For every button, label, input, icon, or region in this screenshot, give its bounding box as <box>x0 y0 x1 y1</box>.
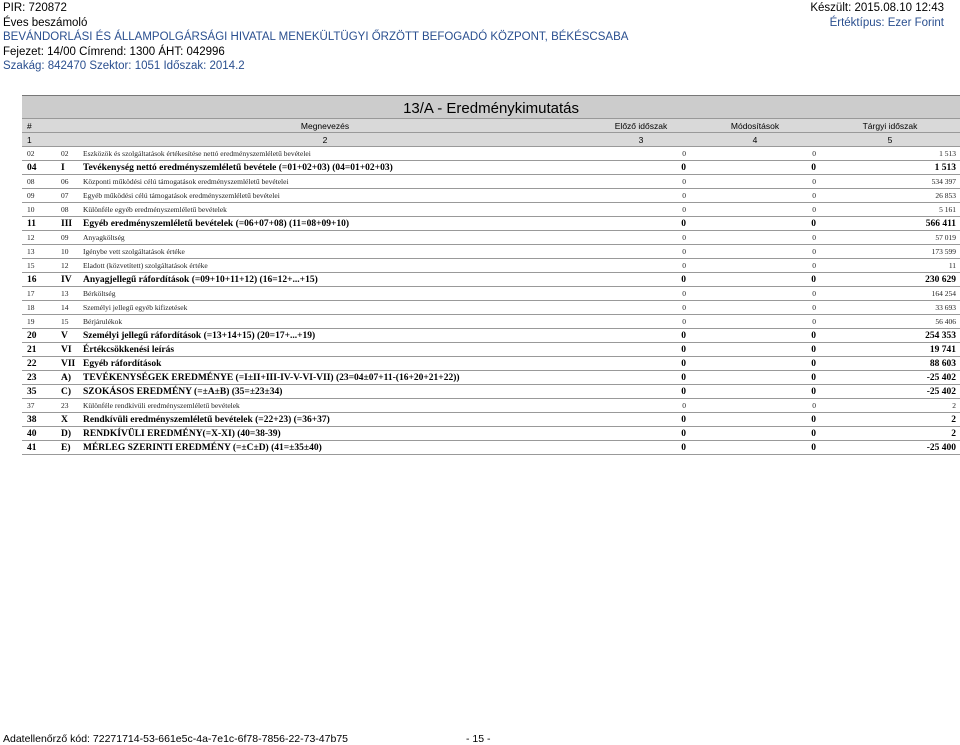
row-modification-value: 0 <box>690 357 820 371</box>
row-modification-value: 0 <box>690 203 820 217</box>
table-row <box>22 357 960 371</box>
row-previous-value: 0 <box>592 357 690 371</box>
row-modification-value: 0 <box>690 315 820 329</box>
row-previous-value: 0 <box>592 189 690 203</box>
row-number: 18 <box>22 301 58 315</box>
row-number: 37 <box>22 399 58 413</box>
row-current-value: 56 406 <box>820 315 960 329</box>
table-row <box>22 385 960 399</box>
table-row <box>22 217 960 231</box>
income-statement-table <box>22 95 960 455</box>
table-row <box>22 399 960 413</box>
col-header-name: Megnevezés <box>58 119 592 133</box>
row-previous-value: 0 <box>592 287 690 301</box>
report-header-left <box>3 1 628 74</box>
row-modification-value: 0 <box>690 147 820 161</box>
table-body <box>22 147 960 455</box>
column-header-row <box>22 119 960 133</box>
row-name: Rendkívüli eredményszemléletű bevételek (=22+23) (=36+37) <box>80 413 592 427</box>
row-current-value: 57 019 <box>820 231 960 245</box>
table-title: 13/A - Eredménykimutatás <box>22 96 960 119</box>
row-current-value: 88 603 <box>820 357 960 371</box>
row-current-value: 566 411 <box>820 217 960 231</box>
row-name: Központi működési célú támogatások eredményszemléletű bevételei <box>80 175 592 189</box>
row-previous-value: 0 <box>592 301 690 315</box>
row-code: 12 <box>58 259 80 273</box>
row-number: 12 <box>22 231 58 245</box>
row-modification-value: 0 <box>690 371 820 385</box>
row-number: 41 <box>22 441 58 455</box>
row-name: MÉRLEG SZERINTI EREDMÉNY (=±C±D) (41=±35±40) <box>80 441 592 455</box>
table-row <box>22 259 960 273</box>
row-current-value: -25 400 <box>820 441 960 455</box>
row-previous-value: 0 <box>592 175 690 189</box>
col-number-3: 3 <box>592 133 690 147</box>
row-previous-value: 0 <box>592 245 690 259</box>
row-previous-value: 0 <box>592 413 690 427</box>
row-code: 10 <box>58 245 80 259</box>
table-row <box>22 427 960 441</box>
row-modification-value: 0 <box>690 427 820 441</box>
row-previous-value: 0 <box>592 231 690 245</box>
col-number-1: 1 <box>22 133 58 147</box>
row-code: C) <box>58 385 80 399</box>
row-current-value: -25 402 <box>820 371 960 385</box>
row-code: E) <box>58 441 80 455</box>
row-current-value: 1 513 <box>820 161 960 175</box>
row-name: Különféle rendkívüli eredményszemléletű bevételek <box>80 399 592 413</box>
row-code: V <box>58 329 80 343</box>
row-modification-value: 0 <box>690 329 820 343</box>
col-number-5: 5 <box>820 133 960 147</box>
row-number: 10 <box>22 203 58 217</box>
row-current-value: 2 <box>820 427 960 441</box>
row-number: 04 <box>22 161 58 175</box>
row-code: III <box>58 217 80 231</box>
table-row <box>22 441 960 455</box>
row-current-value: 173 599 <box>820 245 960 259</box>
row-code: 07 <box>58 189 80 203</box>
table-row <box>22 329 960 343</box>
row-modification-value: 0 <box>690 231 820 245</box>
row-previous-value: 0 <box>592 273 690 287</box>
row-name: Különféle egyéb eredményszemléletű bevételek <box>80 203 592 217</box>
row-code: 09 <box>58 231 80 245</box>
table-row <box>22 301 960 315</box>
row-name: Tevékenység nettó eredményszemléletű bevétele (=01+02+03) (04=01+02+03) <box>80 161 592 175</box>
row-code: 23 <box>58 399 80 413</box>
row-name: RENDKÍVÜLI EREDMÉNY(=X-XI) (40=38-39) <box>80 427 592 441</box>
row-number: 13 <box>22 245 58 259</box>
row-name: Igénybe vett szolgáltatások értéke <box>80 245 592 259</box>
report-type: Éves beszámoló <box>3 16 88 29</box>
row-modification-value: 0 <box>690 413 820 427</box>
value-type: Értéktípus: Ezer Forint <box>829 16 944 29</box>
row-current-value: 1 513 <box>820 147 960 161</box>
row-name: Eladott (közvetített) szolgáltatások értéke <box>80 259 592 273</box>
row-previous-value: 0 <box>592 427 690 441</box>
row-code: VII <box>58 357 80 371</box>
row-previous-value: 0 <box>592 385 690 399</box>
row-current-value: 5 161 <box>820 203 960 217</box>
row-modification-value: 0 <box>690 385 820 399</box>
row-name: Személyi jellegű ráfordítások (=13+14+15) (20=17+...+19) <box>80 329 592 343</box>
row-modification-value: 0 <box>690 273 820 287</box>
row-name: Bérjárulékok <box>80 315 592 329</box>
row-code: 08 <box>58 203 80 217</box>
table-row <box>22 231 960 245</box>
col-number-2: 2 <box>58 133 592 147</box>
row-code: 14 <box>58 301 80 315</box>
row-code: IV <box>58 273 80 287</box>
row-name: SZOKÁSOS EREDMÉNY (=±A±B) (35=±23±34) <box>80 385 592 399</box>
row-modification-value: 0 <box>690 161 820 175</box>
table-row <box>22 175 960 189</box>
row-number: 19 <box>22 315 58 329</box>
row-code: 06 <box>58 175 80 189</box>
row-modification-value: 0 <box>690 259 820 273</box>
row-number: 08 <box>22 175 58 189</box>
row-previous-value: 0 <box>592 203 690 217</box>
row-number: 09 <box>22 189 58 203</box>
row-modification-value: 0 <box>690 343 820 357</box>
row-name: Bérköltség <box>80 287 592 301</box>
row-name: Eszközök és szolgáltatások értékesítése nettó eredményszemléletű bevételei <box>80 147 592 161</box>
row-name: Egyéb működési célú támogatások eredményszemléletű bevételei <box>80 189 592 203</box>
row-previous-value: 0 <box>592 315 690 329</box>
row-previous-value: 0 <box>592 147 690 161</box>
row-number: 02 <box>22 147 58 161</box>
col-header-modifications: Módosítások <box>690 119 820 133</box>
column-number-row <box>22 133 960 147</box>
row-previous-value: 0 <box>592 259 690 273</box>
row-number: 21 <box>22 343 58 357</box>
row-modification-value: 0 <box>690 441 820 455</box>
row-modification-value: 0 <box>690 287 820 301</box>
col-header-current: Tárgyi időszak <box>820 119 960 133</box>
table-row <box>22 413 960 427</box>
row-previous-value: 0 <box>592 371 690 385</box>
row-previous-value: 0 <box>592 217 690 231</box>
row-current-value: 254 353 <box>820 329 960 343</box>
row-code: 13 <box>58 287 80 301</box>
sector-info: Szakág: 842470 Szektor: 1051 Időszak: 2014.2 <box>3 60 245 72</box>
row-number: 38 <box>22 413 58 427</box>
page-number: - 15 - <box>466 733 491 745</box>
row-current-value: 11 <box>820 259 960 273</box>
row-modification-value: 0 <box>690 399 820 413</box>
table-row <box>22 147 960 161</box>
row-previous-value: 0 <box>592 161 690 175</box>
row-current-value: 164 254 <box>820 287 960 301</box>
row-number: 35 <box>22 385 58 399</box>
col-header-number: # <box>22 119 58 133</box>
table-row <box>22 371 960 385</box>
row-previous-value: 0 <box>592 441 690 455</box>
row-current-value: 33 693 <box>820 301 960 315</box>
row-name: Anyagjellegű ráfordítások (=09+10+11+12) (16=12+...+15) <box>80 273 592 287</box>
row-modification-value: 0 <box>690 189 820 203</box>
table-row <box>22 273 960 287</box>
row-current-value: 2 <box>820 399 960 413</box>
row-current-value: 19 741 <box>820 343 960 357</box>
row-code: X <box>58 413 80 427</box>
row-previous-value: 0 <box>592 399 690 413</box>
row-modification-value: 0 <box>690 301 820 315</box>
row-current-value: 2 <box>820 413 960 427</box>
row-name: TEVÉKENYSÉGEK EREDMÉNYE (=I±II+III-IV-V-VI-VII) (23=04±07+11-(16+20+21+22)) <box>80 371 592 385</box>
created-timestamp: Készült: 2015.08.10 12:43 <box>810 2 944 14</box>
row-code: D) <box>58 427 80 441</box>
row-modification-value: 0 <box>690 217 820 231</box>
row-modification-value: 0 <box>690 175 820 189</box>
row-name: Egyéb eredményszemléletű bevételek (=06+07+08) (11=08+09+10) <box>80 217 592 231</box>
row-current-value: 534 397 <box>820 175 960 189</box>
row-name: Személyi jellegű egyéb kifizetések <box>80 301 592 315</box>
chapter-info: Fejezet: 14/00 Címrend: 1300 ÁHT: 042996 <box>3 45 225 58</box>
institution-name: BEVÁNDORLÁSI ÉS ÁLLAMPOLGÁRSÁGI HIVATAL MENEKÜLTÜGYI ŐRZÖTT BEFOGADÓ KÖZPONT, BÉKÉSCSABA <box>3 31 629 43</box>
row-number: 22 <box>22 357 58 371</box>
row-previous-value: 0 <box>592 343 690 357</box>
row-current-value: 26 853 <box>820 189 960 203</box>
row-name: Anyagköltség <box>80 231 592 245</box>
report-header-right <box>810 1 944 30</box>
table-row <box>22 287 960 301</box>
row-code: I <box>58 161 80 175</box>
row-number: 16 <box>22 273 58 287</box>
row-name: Egyéb ráfordítások <box>80 357 592 371</box>
pir-id: PIR: 720872 <box>3 2 67 14</box>
row-number: 23 <box>22 371 58 385</box>
table-row <box>22 245 960 259</box>
table-row <box>22 203 960 217</box>
row-number: 15 <box>22 259 58 273</box>
row-previous-value: 0 <box>592 329 690 343</box>
row-code: 02 <box>58 147 80 161</box>
table-row <box>22 161 960 175</box>
row-number: 17 <box>22 287 58 301</box>
row-name: Értékcsökkenési leírás <box>80 343 592 357</box>
table-row <box>22 343 960 357</box>
col-number-4: 4 <box>690 133 820 147</box>
row-current-value: -25 402 <box>820 385 960 399</box>
row-number: 20 <box>22 329 58 343</box>
row-code: A) <box>58 371 80 385</box>
row-code: VI <box>58 343 80 357</box>
row-code: 15 <box>58 315 80 329</box>
row-number: 11 <box>22 217 58 231</box>
row-modification-value: 0 <box>690 245 820 259</box>
row-current-value: 230 629 <box>820 273 960 287</box>
table-row <box>22 189 960 203</box>
table-row <box>22 315 960 329</box>
col-header-previous: Előző időszak <box>592 119 690 133</box>
row-number: 40 <box>22 427 58 441</box>
verification-code: Adatellenőrző kód: 72271714-53-661e5c-4a-7e1c-6f78-7856-22-73-47b75 <box>3 733 349 745</box>
